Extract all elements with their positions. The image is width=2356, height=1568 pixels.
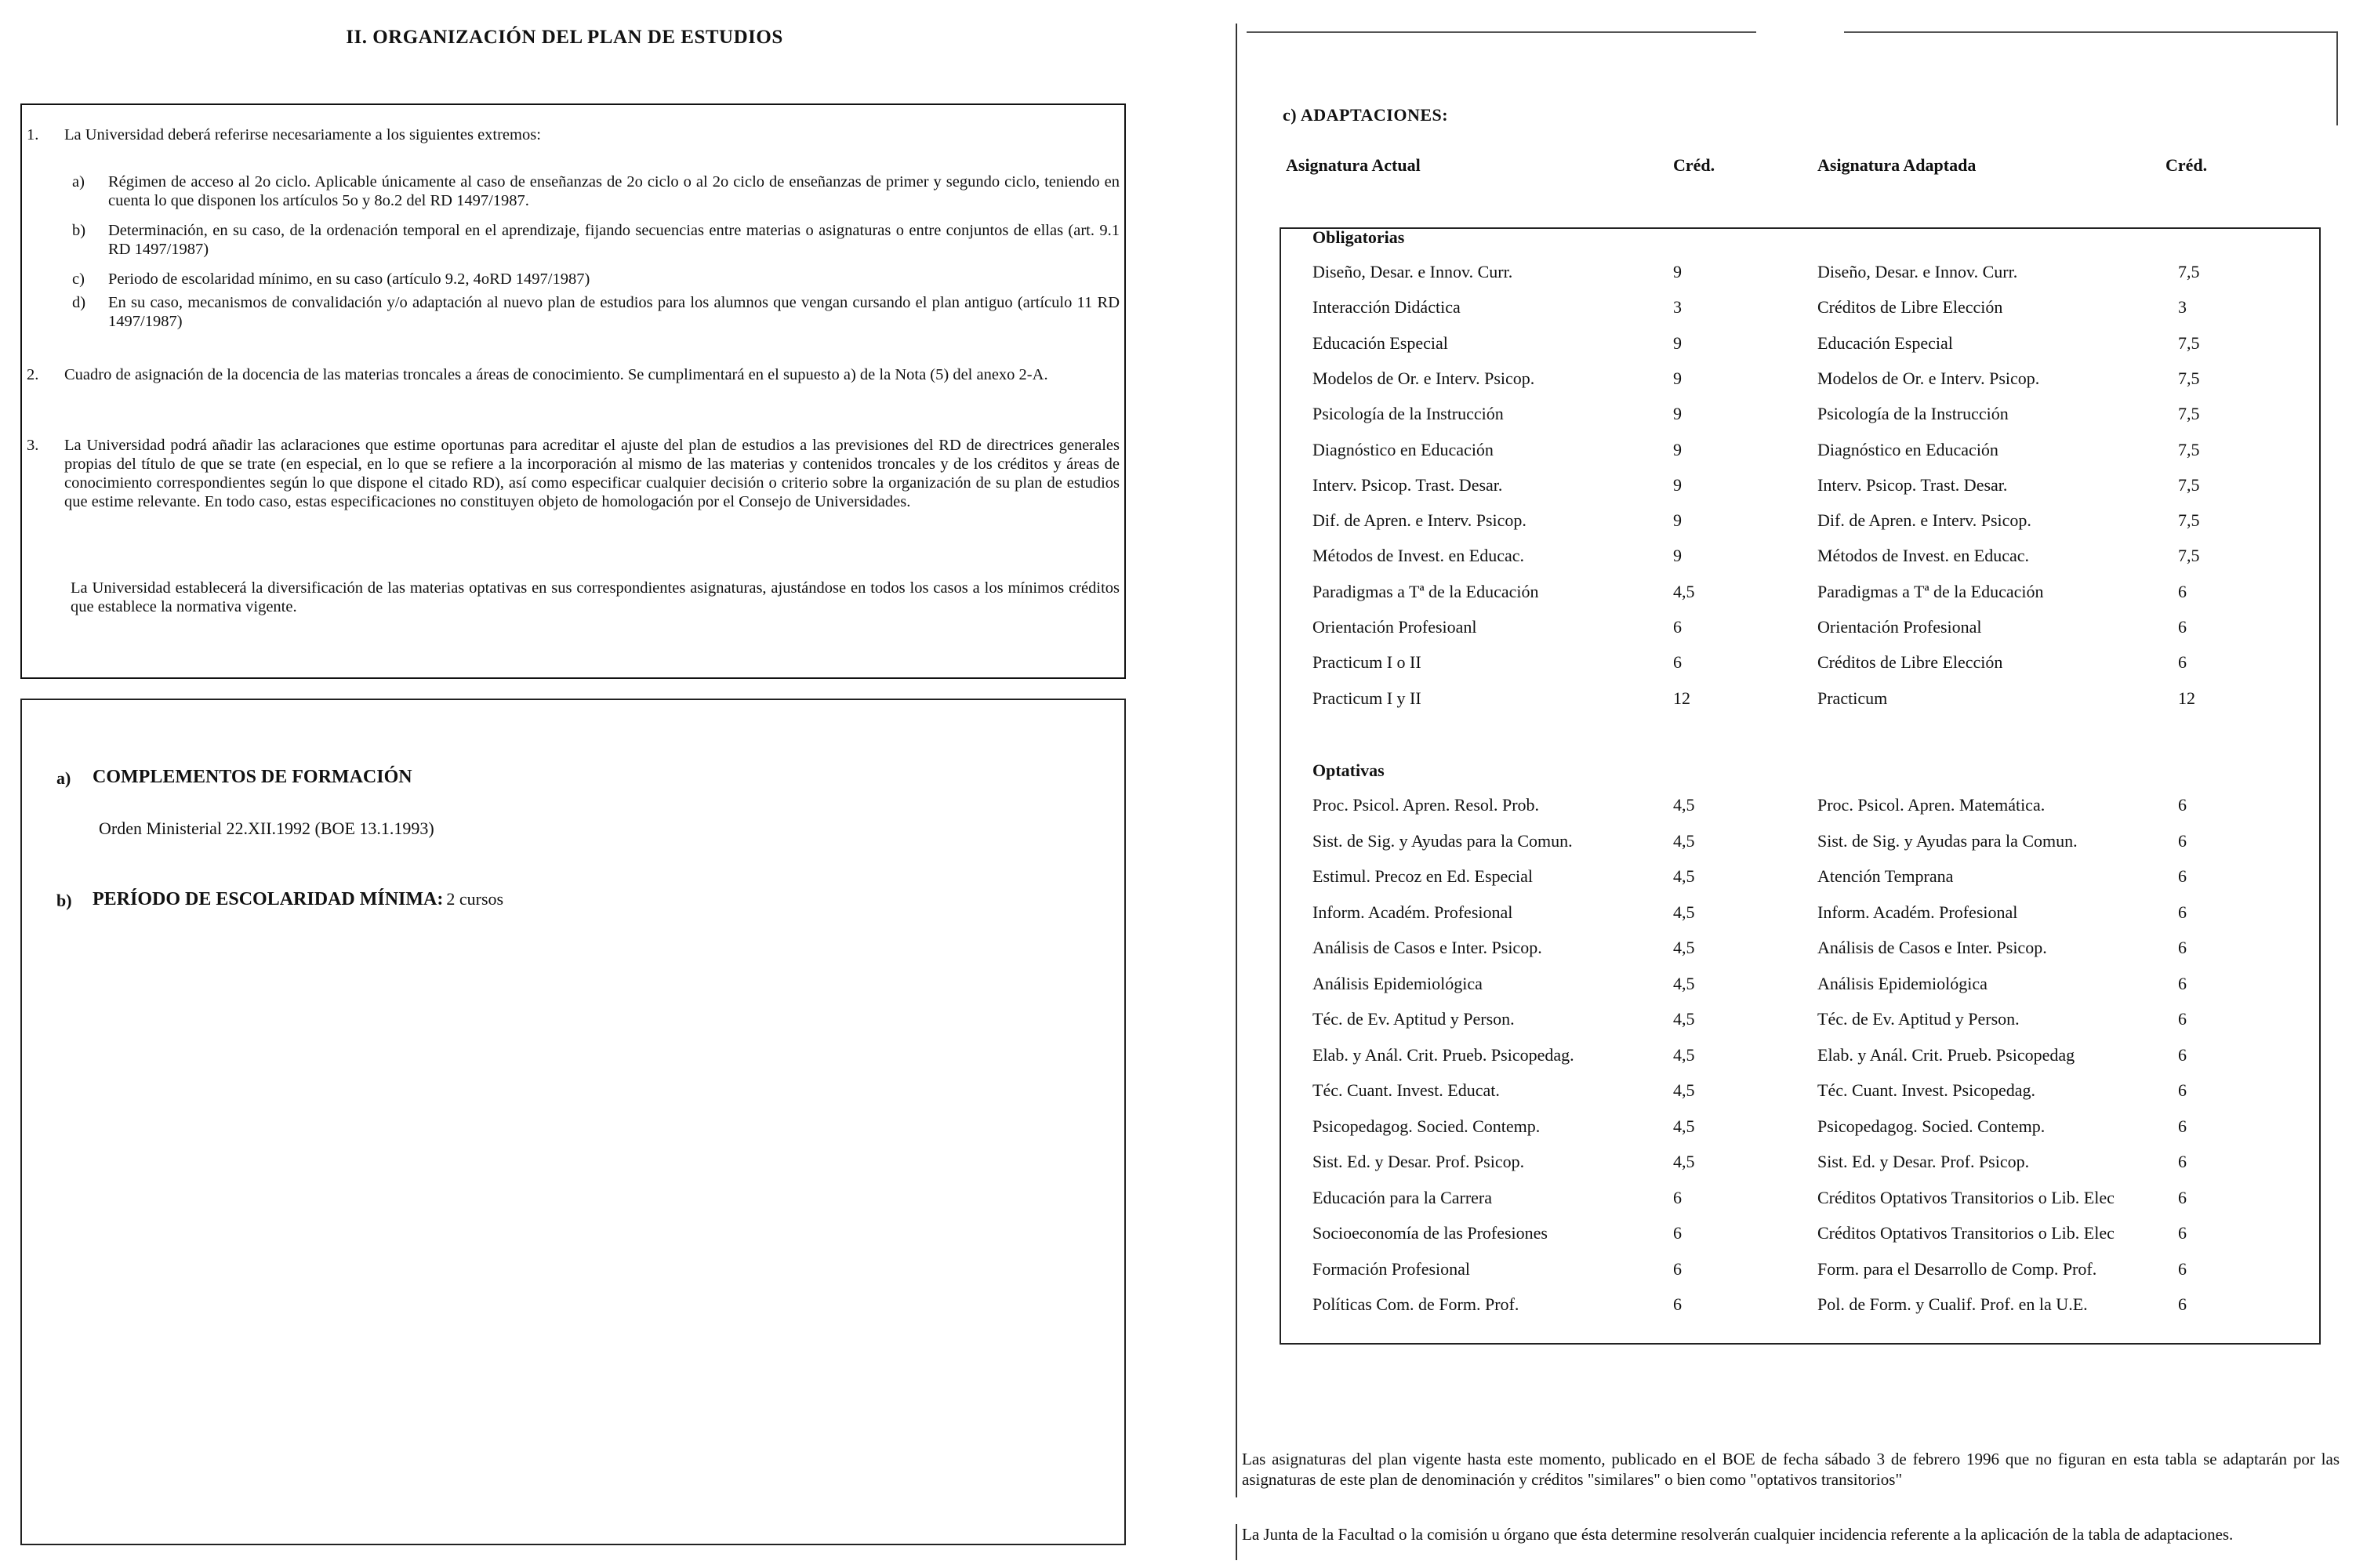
item-1b-text: Determinación, en su caso, de la ordenación temporal en el aprendizaje, fijando secuencias entre materias o asignaturas o entre conjuntos de ellas (art. 9.1 RD 1497/1987)	[108, 222, 1120, 258]
cred-adaptada-cell: 7,5	[2178, 474, 2200, 495]
cred-adaptada-cell: 7,5	[2178, 404, 2200, 424]
asignatura-actual-cell: Estimul. Precoz en Ed. Especial	[1312, 866, 1534, 886]
item-2-number: 2.	[27, 366, 39, 383]
cred-actual-cell: 9	[1673, 546, 1682, 566]
asignatura-actual-cell: Dif. de Apren. e Interv. Psicop.	[1312, 510, 1526, 531]
item-2-text: Cuadro de asignación de la docencia de las materias troncales a áreas de conocimiento. Se cumplimentará en el supuesto a) de la Nota (5) del anexo 2-A.	[64, 366, 1048, 383]
cred-adaptada-cell: 6	[2178, 581, 2187, 601]
footnote-rule	[1236, 1449, 1237, 1485]
cred-actual-cell: 9	[1673, 439, 1682, 459]
asignatura-actual-cell: Formación Profesional	[1312, 1258, 1471, 1279]
asignatura-actual-cell: Psicología de la Instrucción	[1312, 404, 1504, 424]
cred-actual-cell: 4,5	[1673, 938, 1695, 957]
asignatura-adaptada-cell: Sist. de Sig. y Ayudas para la Comun.	[1817, 830, 2078, 851]
cred-adaptada-cell: 6	[2178, 1080, 2187, 1100]
asignatura-adaptada-cell: Téc. de Ev. Aptitud y Person.	[1817, 1009, 2020, 1029]
adaptaciones-table	[1280, 227, 2321, 1345]
asignatura-adaptada-cell: Psicopedagog. Socied. Contemp.	[1817, 1116, 2046, 1136]
asignatura-adaptada-cell: Educación Especial	[1817, 332, 1953, 353]
asignatura-actual-cell: Interv. Psicop. Trast. Desar.	[1312, 474, 1503, 495]
asignatura-actual-cell: Socioeconomía de las Profesiones	[1312, 1223, 1548, 1243]
asignatura-actual-cell: Orientación Profesioanl	[1312, 617, 1477, 637]
top-rule	[1247, 31, 1756, 33]
cred-actual-cell: 4,5	[1673, 1009, 1695, 1029]
cred-actual-cell: 9	[1673, 262, 1682, 281]
asignatura-adaptada-cell: Créditos Optativos Transitorios o Lib. Elec	[1817, 1223, 2115, 1243]
cred-actual-cell: 6	[1673, 617, 1682, 637]
cred-actual-cell: 4,5	[1673, 866, 1695, 886]
section-a-letter: a)	[56, 768, 71, 788]
asignatura-actual-cell: Paradigmas a Tª de la Educación	[1312, 581, 1539, 601]
asignatura-actual-cell: Modelos de Or. e Interv. Psicop.	[1312, 368, 1535, 388]
cred-adaptada-cell: 7,5	[2178, 439, 2200, 459]
item-1d-text: En su caso, mecanismos de convalidación y/o adaptación al nuevo plan de estudios para los alumnos que vengan cursando el plan antiguo (artículo 11 RD 1497/1987)	[108, 294, 1120, 330]
asignatura-adaptada-cell: Atención Temprana	[1817, 866, 1954, 886]
cred-adaptada-cell: 7,5	[2178, 262, 2200, 281]
cred-adaptada-cell: 6	[2178, 1223, 2187, 1243]
col-header-actual: Asignatura Actual	[1286, 155, 1421, 175]
cred-adaptada-cell: 6	[2178, 866, 2187, 886]
section-a-title: COMPLEMENTOS DE FORMACIÓN	[93, 767, 412, 787]
obligatorias-label: Obligatorias	[1312, 227, 1405, 247]
asignatura-adaptada-cell: Interv. Psicop. Trast. Desar.	[1817, 474, 2008, 495]
asignatura-actual-cell: Psicopedagog. Socied. Contemp.	[1312, 1116, 1541, 1136]
cred-adaptada-cell: 6	[2178, 617, 2187, 637]
asignatura-adaptada-cell: Inform. Académ. Profesional	[1817, 902, 2018, 922]
cred-adaptada-cell: 6	[2178, 1152, 2187, 1171]
cred-adaptada-cell: 6	[2178, 1294, 2187, 1314]
cred-adaptada-cell: 6	[2178, 830, 2187, 851]
item-3-text: La Universidad podrá añadir las aclaraciones que estime oportunas para acreditar el ajuste del plan de estudios a las previsiones del RD de directrices generales propias del título de que se trate (en especial, en lo que se refiere a la incorporación al mismo de las materias y contenidos troncales y de los créditos y áreas de conocimiento correspondientes según lo que dispone el citado RD), así como especificar cualquier decisión o criterio sobre la organización de su plan de estudios que estime relevante. En todo caso, estas especificaciones no constituyen objeto de homologación por el Consejo de Universidades.	[64, 437, 1120, 510]
cred-adaptada-cell: 7,5	[2178, 546, 2200, 566]
cred-actual-cell: 9	[1673, 368, 1682, 388]
cred-adaptada-cell: 6	[2178, 1116, 2187, 1136]
section-b-title: PERÍODO DE ESCOLARIDAD MÍNIMA:	[93, 889, 444, 909]
cred-actual-cell: 9	[1673, 510, 1682, 531]
cred-adaptada-cell: 6	[2178, 795, 2187, 815]
cred-adaptada-cell: 12	[2178, 688, 2195, 708]
top-rule	[1844, 31, 2338, 33]
asignatura-actual-cell: Métodos de Invest. en Educac.	[1312, 546, 1525, 566]
cred-actual-cell: 4,5	[1673, 795, 1695, 815]
asignatura-actual-cell: Diagnóstico en Educación	[1312, 439, 1494, 459]
cred-adaptada-cell: 6	[2178, 652, 2187, 673]
cred-actual-cell: 6	[1673, 652, 1682, 673]
asignatura-actual-cell: Inform. Académ. Profesional	[1312, 902, 1513, 922]
optativas-paragraph: La Universidad establecerá la diversificación de las materias optativas en sus correspondientes asignaturas, ajustándose en todos los casos a los mínimos créditos que establece la normativa vigente.	[71, 579, 1120, 615]
col-header-cred: Créd.	[1673, 155, 1715, 175]
asignatura-actual-cell: Sist. Ed. y Desar. Prof. Psicop.	[1312, 1152, 1525, 1171]
asignatura-adaptada-cell: Créditos de Libre Elección	[1817, 652, 2003, 673]
cred-actual-cell: 9	[1673, 404, 1682, 424]
cred-actual-cell: 9	[1673, 332, 1682, 353]
asignatura-actual-cell: Educación para la Carrera	[1312, 1187, 1493, 1207]
page-title: II. ORGANIZACIÓN DEL PLAN DE ESTUDIOS	[346, 27, 783, 48]
footnote-rule	[1236, 1524, 1237, 1560]
cred-actual-cell: 6	[1673, 1187, 1682, 1207]
page-divider	[1236, 24, 1237, 1497]
cred-adaptada-cell: 7,5	[2178, 368, 2200, 388]
asignatura-actual-cell: Practicum I y II	[1312, 688, 1421, 708]
cred-adaptada-cell: 6	[2178, 973, 2187, 993]
cred-actual-cell: 6	[1673, 1294, 1682, 1314]
cred-actual-cell: 6	[1673, 1223, 1682, 1243]
col-header-cred2: Créd.	[2165, 155, 2208, 175]
asignatura-adaptada-cell: Orientación Profesional	[1817, 617, 1982, 637]
cred-adaptada-cell: 3	[2178, 297, 2187, 318]
asignatura-actual-cell: Elab. y Anál. Crit. Prueb. Psicopedag.	[1312, 1044, 1574, 1065]
asignatura-adaptada-cell: Dif. de Apren. e Interv. Psicop.	[1817, 510, 2031, 531]
asignatura-actual-cell: Diseño, Desar. e Innov. Curr.	[1312, 262, 1513, 281]
asignatura-adaptada-cell: Proc. Psicol. Apren. Matemática.	[1817, 795, 2046, 815]
asignatura-adaptada-cell: Téc. Cuant. Invest. Psicopedag.	[1817, 1080, 2035, 1100]
item-1a-text: Régimen de acceso al 2o ciclo. Aplicable únicamente al caso de enseñanzas de 2o ciclo o al 2o ciclo de enseñanzas de primer y segundo ciclo, teniendo en cuenta lo que disponen los artículos 5o y 8o.2 del RD 1497/1987.	[108, 173, 1120, 209]
asignatura-adaptada-cell: Form. para el Desarrollo de Comp. Prof.	[1817, 1258, 2097, 1279]
asignatura-adaptada-cell: Practicum	[1817, 688, 1888, 708]
cred-actual-cell: 3	[1673, 297, 1682, 318]
cred-actual-cell: 4,5	[1673, 1116, 1695, 1136]
item-1b-letter: b)	[72, 222, 86, 239]
asignatura-actual-cell: Políticas Com. de Form. Prof.	[1312, 1294, 1519, 1314]
optativas-label: Optativas	[1312, 760, 1385, 780]
asignatura-adaptada-cell: Paradigmas a Tª de la Educación	[1817, 581, 2044, 601]
cred-adaptada-cell: 6	[2178, 902, 2187, 922]
cred-adaptada-cell: 6	[2178, 938, 2187, 957]
section-a-text: Orden Ministerial 22.XII.1992 (BOE 13.1.1993)	[99, 818, 434, 838]
asignatura-actual-cell: Análisis de Casos e Inter. Psicop.	[1312, 938, 1542, 957]
cred-actual-cell: 4,5	[1673, 581, 1695, 601]
item-1c-text: Periodo de escolaridad mínimo, en su caso (artículo 9.2, 4oRD 1497/1987)	[108, 270, 590, 288]
cred-adaptada-cell: 7,5	[2178, 510, 2200, 531]
adaptaciones-heading: c) ADAPTACIONES:	[1283, 105, 1449, 125]
asignatura-adaptada-cell: Métodos de Invest. en Educac.	[1817, 546, 2030, 566]
cred-actual-cell: 12	[1673, 688, 1690, 708]
asignatura-adaptada-cell: Créditos de Libre Elección	[1817, 297, 2003, 318]
asignatura-adaptada-cell: Análisis de Casos e Inter. Psicop.	[1817, 938, 2047, 957]
asignatura-actual-cell: Análisis Epidemiológica	[1312, 973, 1483, 993]
item-3-number: 3.	[27, 437, 39, 454]
cred-actual-cell: 4,5	[1673, 1152, 1695, 1171]
asignatura-adaptada-cell: Diagnóstico en Educación	[1817, 439, 1998, 459]
cred-actual-cell: 4,5	[1673, 1044, 1695, 1065]
cred-adaptada-cell: 6	[2178, 1009, 2187, 1029]
asignatura-actual-cell: Proc. Psicol. Apren. Resol. Prob.	[1312, 795, 1540, 815]
cred-actual-cell: 4,5	[1673, 902, 1695, 922]
item-1a-letter: a)	[72, 173, 85, 191]
asignatura-adaptada-cell: Análisis Epidemiológica	[1817, 973, 1988, 993]
cred-adaptada-cell: 6	[2178, 1187, 2187, 1207]
cred-adaptada-cell: 6	[2178, 1044, 2187, 1065]
section-b	[93, 889, 503, 910]
item-1c-letter: c)	[72, 270, 85, 288]
asignatura-adaptada-cell: Psicología de la Instrucción	[1817, 404, 2009, 424]
asignatura-adaptada-cell: Créditos Optativos Transitorios o Lib. Elec	[1817, 1187, 2115, 1207]
asignatura-actual-cell: Téc. Cuant. Invest. Educat.	[1312, 1080, 1500, 1100]
col-header-adaptada: Asignatura Adaptada	[1817, 155, 1977, 175]
section-b-letter: b)	[56, 891, 72, 910]
footnote-1: Las asignaturas del plan vigente hasta este momento, publicado en el BOE de fecha sábado 3 de febrero 1996 que no figuran en esta tabla se adaptarán por las asignaturas de este plan de denominación y créditos "similares" o bien como "optativos transitorios"	[1242, 1450, 2340, 1489]
cred-actual-cell: 9	[1673, 474, 1682, 495]
asignatura-actual-cell: Practicum I o II	[1312, 652, 1421, 673]
item-1-number: 1.	[27, 126, 39, 143]
asignatura-actual-cell: Sist. de Sig. y Ayudas para la Comun.	[1312, 830, 1573, 851]
asignatura-adaptada-cell: Sist. Ed. y Desar. Prof. Psicop.	[1817, 1152, 2030, 1171]
right-edge-rule	[2336, 31, 2338, 125]
asignatura-actual-cell: Interacción Didáctica	[1312, 297, 1461, 318]
cred-adaptada-cell: 7,5	[2178, 332, 2200, 353]
section-b-value: 2 cursos	[446, 889, 504, 909]
asignatura-actual-cell: Téc. de Ev. Aptitud y Person.	[1312, 1009, 1515, 1029]
item-1d-letter: d)	[72, 294, 86, 311]
asignatura-adaptada-cell: Diseño, Desar. e Innov. Curr.	[1817, 262, 2018, 281]
footnote-2: La Junta de la Facultad o la comisión u órgano que ésta determine resolverán cualquier incidencia referente a la aplicación de la tabla de adaptaciones.	[1242, 1525, 2234, 1544]
asignatura-actual-cell: Educación Especial	[1312, 332, 1448, 353]
cred-actual-cell: 4,5	[1673, 973, 1695, 993]
cred-adaptada-cell: 6	[2178, 1258, 2187, 1279]
asignatura-adaptada-cell: Elab. y Anál. Crit. Prueb. Psicopedag	[1817, 1044, 2075, 1065]
asignatura-adaptada-cell: Modelos de Or. e Interv. Psicop.	[1817, 368, 2040, 388]
cred-actual-cell: 4,5	[1673, 1080, 1695, 1100]
item-1-text: La Universidad deberá referirse necesariamente a los siguientes extremos:	[64, 126, 541, 143]
cred-actual-cell: 6	[1673, 1258, 1682, 1279]
asignatura-adaptada-cell: Pol. de Form. y Cualif. Prof. en la U.E.	[1817, 1294, 2088, 1314]
cred-actual-cell: 4,5	[1673, 830, 1695, 851]
